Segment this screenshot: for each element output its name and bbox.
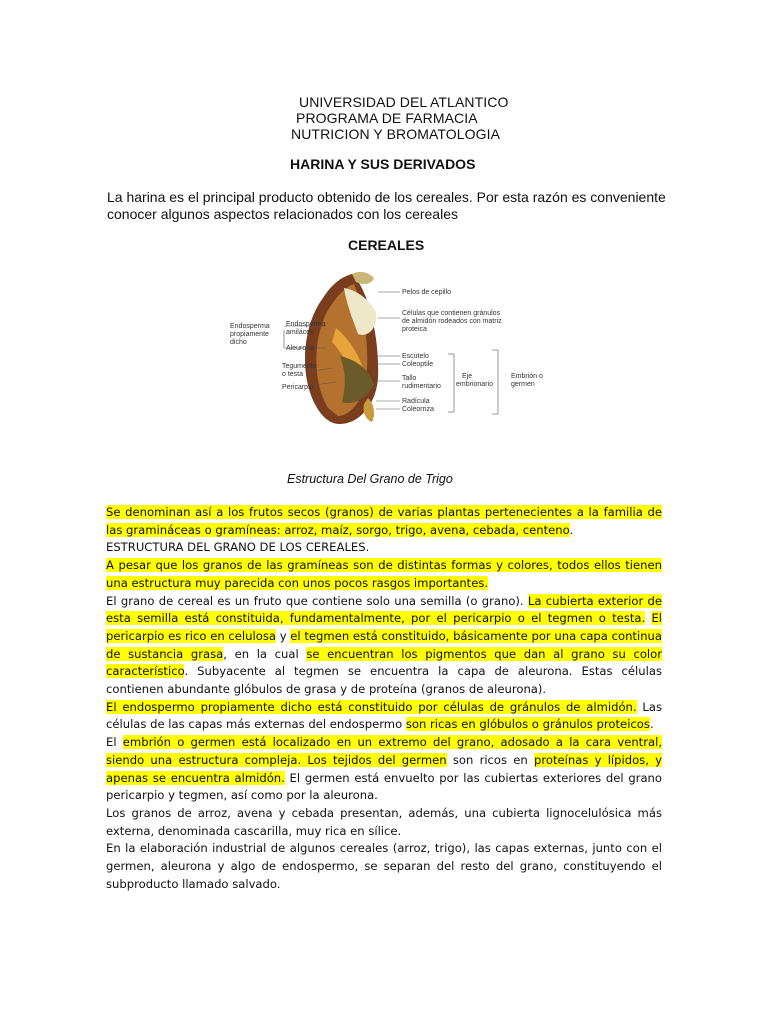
- figure-caption: Estructura Del Grano de Trigo: [287, 472, 453, 486]
- document-title: HARINA Y SUS DERIVADOS: [290, 156, 476, 172]
- label-eje-1: Eje: [462, 373, 473, 380]
- highlight-structure: A pesar que los granos de las gramíneas son de distintas formas y colores, todos ellos tienen una estructura muy parecida con unos pocos rasgos importantes.: [106, 558, 662, 590]
- paragraph-cover: El grano de cereal es un fruto que contiene solo una semilla (o grano). La cubierta exterior de esta semilla está constituida, fundamentalmente, por el pericarpio o el tegmen o testa. El pericarpio es rico en celulosa y el tegmen está constituido, básicamente por una capa continua de sustancia grasa, en la cual se encuentran los pigmentos que dan al grano su color característico. Subyacente al tegmen se encuentra la capa de aleurona. Estas células contienen abundante glóbulos de grasa y de proteína (granos de aleurona).: [106, 593, 663, 697]
- paragraph-structure: [106, 557, 662, 592]
- label-amilaceo-2: amiláceo: [286, 329, 315, 336]
- program-name: PROGRAMA DE FARMACIA: [296, 110, 478, 126]
- paragraph-germ: El embrión o germen está localizado en un extremo del grano, adosado a la cara ventral, siendo una estructura compleja. Los tejidos del germen son ricos en proteínas y lípidos, y apenas se encuentra almidón. El germen está envuelto por las cubiertas exteriores del grano pericarpio y tegmen, así como por la aleurona.: [106, 735, 662, 803]
- label-aleurona: Aleurona: [286, 345, 315, 352]
- section-title: CEREALES: [348, 237, 425, 253]
- label-endosperma-3: dicho: [230, 339, 247, 346]
- label-pericarpio: Pericarpio: [282, 384, 314, 391]
- label-embrion-2: germen: [511, 381, 535, 388]
- label-escutelo: Escutelo: [402, 353, 429, 360]
- label-coleoptile: Coleoptile: [402, 361, 434, 368]
- paragraph-husk: Los granos de arroz, avena y cebada presentan, además, una cubierta lignocelulósica más externa, denominada cascarilla, muy rica en sílice.: [106, 805, 662, 838]
- label-embrion-1: Embrión o: [511, 373, 543, 380]
- wheat-grain-diagram: [228, 268, 554, 428]
- label-endosperma-1: Endosperma: [230, 323, 270, 330]
- label-tallo-1: Tallo: [402, 375, 417, 382]
- label-endosperma-2: propiamente: [230, 331, 269, 338]
- body-text: [106, 504, 662, 893]
- label-celulas-3: proteica: [402, 326, 427, 333]
- section-heading-structure: ESTRUCTURA DEL GRANO DE LOS CEREALES.: [106, 540, 370, 555]
- paragraph-endosperm: El endospermo propiamente dicho está constituido por células de gránulos de almidón. Las células de las capas más externas del endospermo son ricas en glóbulos o gránulos proteicos.: [106, 699, 662, 732]
- label-tegumento-2: o testa: [282, 371, 304, 378]
- highlight-definition: Se denominan así a los frutos secos (granos) de varias plantas pertenecientes a la familia de las gramináceas o gramíneas: arroz, maíz, sorgo, trigo, avena, cebada, centeno: [106, 505, 662, 537]
- label-radicula: Radícula: [402, 398, 430, 405]
- label-tallo-2: rudimentario: [402, 383, 441, 390]
- intro-paragraph: La harina es el principal producto obtenido de los cereales. Por esta razón es conveniente conocer algunos aspectos relacionados con los cereales: [107, 189, 666, 222]
- paragraph-definition: Se denominan así a los frutos secos (granos) de varias plantas pertenecientes a la familia de las gramináceas o gramíneas: arroz, maíz, sorgo, trigo, avena, cebada, centeno.: [106, 505, 662, 537]
- label-celulas-1: Células que contienen gránulos: [402, 310, 501, 317]
- university-name: UNIVERSIDAD DEL ATLANTICO: [299, 94, 509, 110]
- label-celulas-2: de almidón rodeados con matriz: [402, 318, 502, 325]
- label-tegumento-1: Tegumento: [282, 363, 317, 370]
- course-name: NUTRICION Y BROMATOLOGIA: [291, 126, 501, 142]
- label-amilaceo-1: Endosperma: [286, 321, 326, 328]
- label-pelos: Pelos de cepillo: [402, 289, 452, 296]
- paragraph-bran: En la elaboración industrial de algunos cereales (arroz, trigo), las capas externas, junto con el germen, aleurona y algo de endospermo, se separan del resto del grano, constituyendo el subproducto llamado salvado.: [106, 841, 662, 891]
- label-eje-2: embrionario: [456, 381, 493, 388]
- label-coleorriza: Coleorriza: [402, 406, 434, 413]
